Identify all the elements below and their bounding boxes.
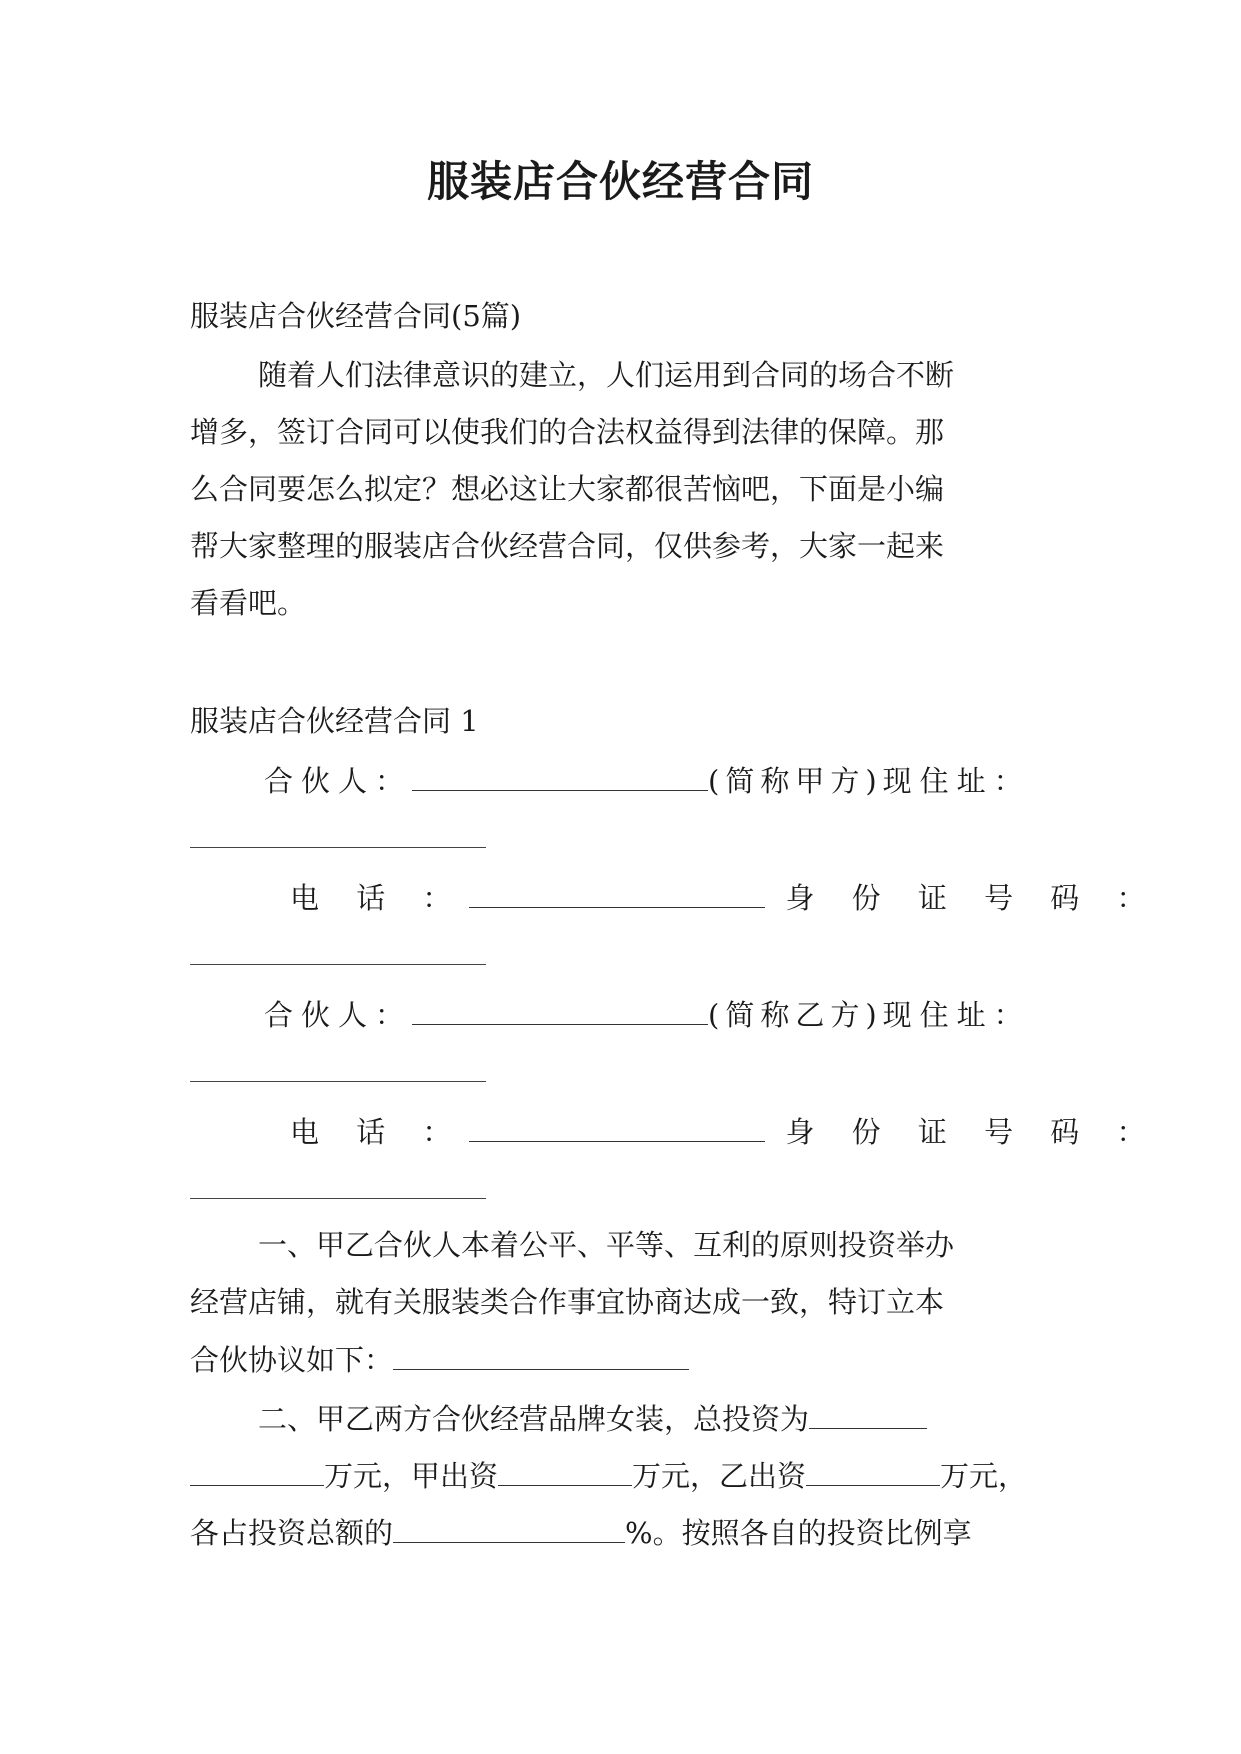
investment-share-blank <box>393 1512 625 1543</box>
intro-line-5: 看看吧。 <box>190 586 307 620</box>
unit-wan-3: 万元， <box>940 1459 1028 1493</box>
party-b-short: (简称乙方) <box>708 998 883 1032</box>
party-a-id-label: 身 份 证 号 码 ： <box>785 881 1160 915</box>
party-a-phone-blank <box>469 877 765 908</box>
party-b-address-label: 现住址： <box>882 998 1031 1032</box>
clause-2-line-1-text: 二、甲乙两方合伙经营品牌女装，总投资为 <box>258 1402 810 1436</box>
clause-1-line-3-text: 合伙协议如下： <box>190 1343 394 1377</box>
clause-2-line-1 <box>258 1398 927 1439</box>
party-a-phone-row <box>290 877 1160 918</box>
intro-line-4: 帮大家整理的服装店合伙经营合同，仅供参考，大家一起来 <box>190 529 945 563</box>
clause-2-line-3-prefix: 各占投资总额的 <box>190 1516 394 1550</box>
party-a-label: 合伙人： <box>264 764 413 798</box>
party-a-row <box>264 760 1031 801</box>
party-a-name-blank <box>412 760 708 791</box>
party-b-phone-row <box>290 1111 1160 1152</box>
clause-1-line-1: 一、甲乙合伙人本着公平、平等、互利的原则投资举办 <box>258 1228 955 1262</box>
party-b-phone-label: 电 话 ： <box>290 1115 466 1149</box>
party-a-phone-label: 电 话 ： <box>290 881 466 915</box>
party-b-name-blank <box>412 994 708 1025</box>
party-a-address-label: 现住址： <box>882 764 1031 798</box>
total-investment-blank-part1 <box>809 1398 927 1429</box>
party-a-short: (简称甲方) <box>708 764 883 798</box>
clause-2-line-3-suffix: %。按照各自的投资比例享 <box>625 1516 972 1550</box>
section-1-heading: 服装店合伙经营合同 1 <box>190 704 479 738</box>
intro-line-2: 增多，签订合同可以使我们的合法权益得到法律的保障。那 <box>190 415 945 449</box>
clause-1-agreement-blank <box>393 1339 689 1370</box>
clause-2-line-3 <box>190 1512 972 1553</box>
party-b-investment-blank <box>806 1455 940 1486</box>
clause-2-line-2 <box>190 1455 1027 1496</box>
party-b-id-blank <box>190 1198 486 1199</box>
document-title: 服装店合伙经营合同 <box>426 157 814 206</box>
total-investment-blank-part2 <box>190 1455 324 1486</box>
subtitle: 服装店合伙经营合同(5篇) <box>190 299 522 333</box>
party-b-row <box>264 994 1031 1035</box>
party-a-id-blank <box>190 964 486 965</box>
party-a-address-blank <box>190 847 486 848</box>
clause-1-line-2: 经营店铺，就有关服装类合作事宜协商达成一致，特订立本 <box>190 1285 945 1319</box>
party-b-address-blank <box>190 1081 486 1082</box>
intro-line-1: 随着人们法律意识的建立，人们运用到合同的场合不断 <box>258 358 955 392</box>
intro-line-3: 么合同要怎么拟定？想必这让大家都很苦恼吧，下面是小编 <box>190 472 945 506</box>
party-a-investment-blank <box>498 1455 632 1486</box>
party-b-id-label: 身 份 证 号 码 ： <box>785 1115 1160 1149</box>
unit-wan-2: 万元，乙出资 <box>632 1459 807 1493</box>
party-b-phone-blank <box>469 1111 765 1142</box>
clause-1-line-3 <box>190 1339 689 1380</box>
party-b-label: 合伙人： <box>264 998 413 1032</box>
unit-wan-1: 万元，甲出资 <box>324 1459 499 1493</box>
